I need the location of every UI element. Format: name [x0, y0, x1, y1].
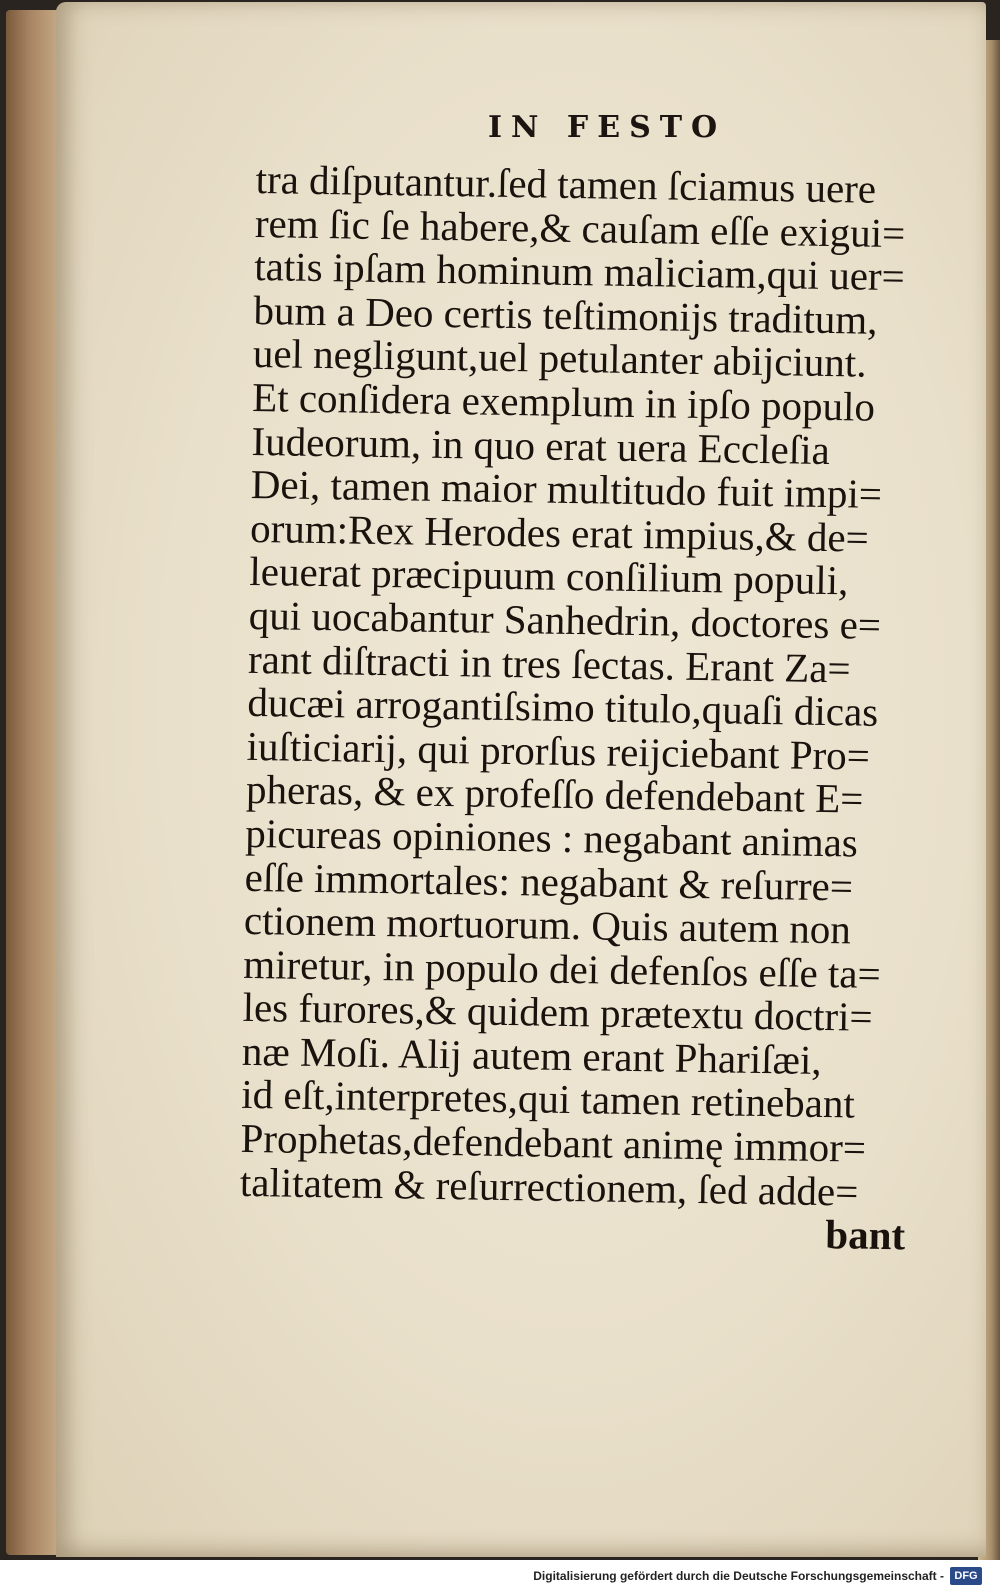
text-line: Dei, tamen maior multitudo fuit impi= — [250, 461, 883, 518]
text-line: uel negligunt,uel petulanter abijciunt. — [252, 330, 867, 386]
footer-bar — [0, 1560, 1000, 1596]
text-line: eſſe immortales: negabant & reſurre= — [244, 853, 854, 909]
text-line: pheras, & ex profeſſo defendebant E= — [245, 766, 864, 822]
text-line: rem ſic ſe habere,& cauſam eſſe exigui= — [254, 199, 906, 256]
text-line: Prophetas,defendebant animę immor= — [240, 1114, 867, 1171]
text-line: tatis ipſam hominum maliciam,qui uer= — [253, 243, 906, 300]
text-line: Et conſidera exemplum in ipſo populo — [251, 373, 876, 430]
text-line: orum:Rex Herodes erat impius,& de= — [249, 504, 870, 561]
text-line: iuſticiarij, qui prorſus reijciebant Pro= — [246, 722, 871, 779]
text-line: bum a Deo certis teſtimonijs traditum, — [253, 286, 878, 343]
text-line: ctionem mortuorum. Quis autem non — [243, 897, 852, 953]
running-head: IN FESTO — [488, 110, 727, 145]
text-line: ducæi arrogantiſsimo titulo,quaſi dicas — [247, 679, 879, 735]
text-line: miretur, in populo dei defenſos eſſe ta= — [242, 940, 882, 997]
text-line: leuerat præcipuum conſilium populi, — [249, 548, 849, 604]
show-through-bleed — [746, 80, 946, 120]
text-line: næ Moſi. Alij autem erant Phariſæi, — [241, 1027, 822, 1083]
text-line: Iudeorum, in quo erat uera Eccleſia — [251, 417, 831, 473]
text-line: les furores,& quidem prætextu doctri= — [242, 984, 873, 1041]
text-line: id eſt,interpretes,qui tamen retinebant — [240, 1071, 856, 1127]
text-line: qui uocabantur Sanhedrin, doctores e= — [248, 591, 882, 648]
text-line: rant diſtracti in tres ſectas. Erant Za= — [247, 635, 852, 691]
text-line: tra diſputantur.ſed tamen ſciamus uere — [255, 156, 877, 212]
footer-credit: Digitalisierung gefördert durch die Deutsche Forschungsgemeinschaft - — [533, 1569, 944, 1583]
catchword: bant — [825, 1211, 906, 1259]
dfg-logo: DFG — [950, 1567, 982, 1585]
body-text — [239, 158, 946, 1259]
text-line: talitatem & reſurrectionem, ſed adde= — [239, 1158, 859, 1215]
text-line: picureas opiniones : negabant animas — [245, 809, 859, 866]
